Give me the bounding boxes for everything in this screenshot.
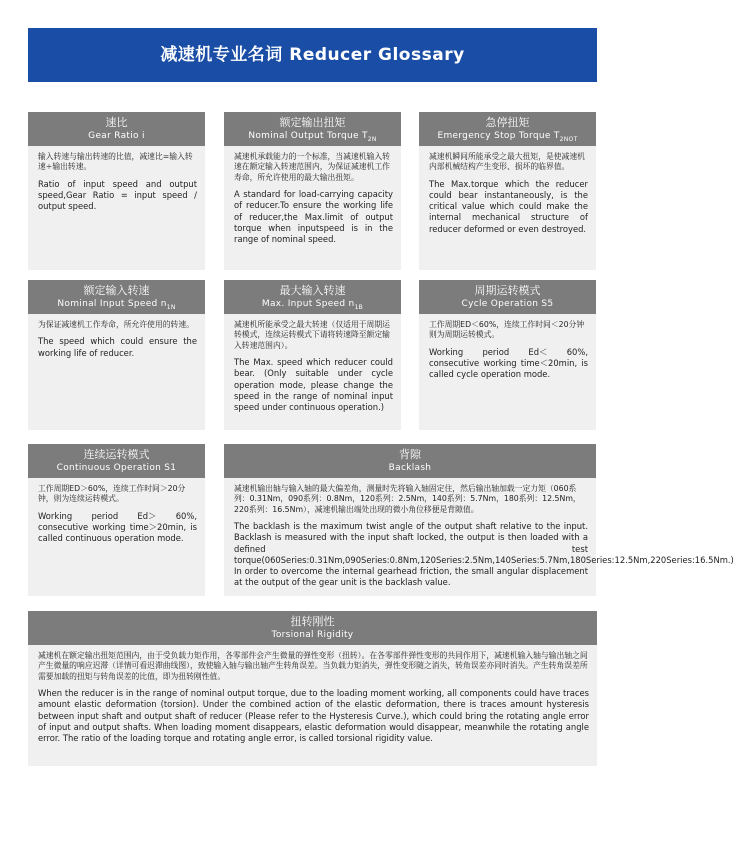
card-title-en: Gear Ratio i bbox=[88, 131, 145, 141]
page-title-banner bbox=[28, 28, 597, 82]
glossary-card-backlash bbox=[224, 444, 734, 596]
card-text-zh: 减速机瞬间所能承受之最大扭矩，是使减速机内部机械结构产生变形、损坏的临界值。 bbox=[429, 152, 585, 172]
card-text-zh: 工作周期ED＜60%，连续工作时间＜20分钟则为周期运转模式。 bbox=[429, 320, 585, 340]
glossary-card-emergency-stop-torque bbox=[419, 112, 596, 270]
card-header bbox=[224, 280, 401, 314]
card-header bbox=[419, 112, 596, 146]
glossary-card-cycle-operation bbox=[419, 280, 596, 430]
card-text-en: Working period Ed＞ 60%, consecutive working time＞20min, is called continuous operation mode. bbox=[38, 510, 197, 544]
card-header bbox=[419, 280, 596, 314]
page-title: 减速机专业名词 Reducer Glossary bbox=[160, 45, 465, 65]
card-text-zh: 工作周期ED＞60%，连续工作时间＞20分钟，则为连续运转模式。 bbox=[38, 484, 186, 504]
card-text-zh: 减速机所能承受之最大转速（仅适用于周期运转模式，连续运转模式下请将转速降至额定输入转速范围内）。 bbox=[234, 320, 390, 350]
card-title-zh: 背隙 bbox=[399, 448, 421, 461]
card-title-zh: 扭转刚性 bbox=[290, 615, 335, 628]
card-header bbox=[28, 444, 205, 478]
card-text-en: The backlash is the maximum twist angle of the output shaft relative to the input. Backlash is measured with the input shaft locked, the output is then loaded with a defined test torque(060Series:0.31Nm,090Series:0.8Nm,120Series:2.5Nm,140Series:5.7Nm,180Series:12.5Nm,220Series:16.5Nm.) In order to overcome the internal gearhead friction, the small angular displacement at the output of the gear unit is the backlash value. bbox=[234, 521, 734, 588]
glossary-card-max-input-speed bbox=[224, 280, 401, 430]
card-title-zh: 速比 bbox=[105, 116, 128, 129]
card-text-en: When the reducer is in the range of nominal output torque, due to the loading moment working, all components could have traces amount elastic deformation (torsion). Under the combined action of the elastic deformation, there is traces amount hysteresis between input shaft and output shaft of reducer (Please refer to the Hysteresis Curve.), which could bring the rotating angle error of input and output shafts. When loading moment disappears, elastic deformation would disappear, meanwhile the rotating angle error. The ratio of the loading torque and rotating angle error, is called torsional rigidity value. bbox=[38, 688, 589, 744]
card-text-en: The Max. speed which reducer could bear. (Only suitable under cycle operation mode, please change the speed in the range of nominal input speed under continuous operation.) bbox=[234, 357, 393, 413]
card-title-en: Emergency Stop Torque $T_{2NOT}$ bbox=[437, 131, 578, 143]
card-title-zh: 额定输入转速 bbox=[83, 284, 150, 297]
card-header bbox=[28, 112, 205, 146]
card-text-en: The Max.torque which the reducer could bear instantaneously, is the critical value which could make the internal mechanical structure of reducer deformed or even destroyed. bbox=[429, 178, 588, 234]
card-title-zh: 额定输出扭矩 bbox=[279, 116, 346, 129]
card-text-en: The speed which could ensure the working life of reducer. bbox=[38, 336, 197, 358]
card-title-zh: 急停扭矩 bbox=[485, 116, 530, 129]
card-title-en: Nominal Input Speed $n_{1N}$ bbox=[57, 299, 176, 311]
card-title-en: Max. Input Speed $n_{1B}$ bbox=[261, 299, 364, 311]
card-title-zh: 最大输入转速 bbox=[279, 284, 346, 297]
card-text-zh: 输入转速与输出转速的比值，减速比=输入转速÷输出转速。 bbox=[38, 152, 193, 172]
card-title-en: Cycle Operation S5 bbox=[461, 299, 554, 309]
card-header bbox=[28, 280, 205, 314]
card-title-en: Torsional Rigidity bbox=[271, 630, 354, 640]
glossary-card-continuous-operation bbox=[28, 444, 205, 596]
glossary-card-nominal-input-speed bbox=[28, 280, 205, 430]
card-title-en: Backlash bbox=[388, 463, 432, 473]
card-title-en: Continuous Operation S1 bbox=[56, 463, 177, 473]
glossary-card-nominal-output-torque bbox=[224, 112, 401, 270]
card-text-en: A standard for load-carrying capacity of reducer.To ensure the working life of reducer,the Max.limit of output torque when inputspeed is in the range of nominal speed. bbox=[234, 189, 393, 245]
card-text-zh: 减速机输出轴与输入轴的最大偏差角，测量时先将输入轴固定住，然后输出轴加载一定力矩（060系列：0.31Nm，090系列：0.8Nm，120系列：2.5Nm，140系列：5.7Nm，180系列：12.5Nm，220系列：16.5Nm），减速机输出端处出现的微小角位移便是背隙值。 bbox=[234, 484, 581, 514]
card-title-zh: 周期运转模式 bbox=[474, 284, 541, 297]
card-title-zh: 连续运转模式 bbox=[83, 448, 150, 461]
glossary-card-torsional-rigidity bbox=[28, 611, 597, 766]
card-header bbox=[224, 112, 401, 146]
card-header bbox=[224, 444, 596, 478]
card-text-en: Working period Ed＜ 60%, consecutive working time＜20min, is called cycle operation mode. bbox=[429, 346, 588, 380]
card-header bbox=[28, 611, 597, 645]
card-text-zh: 减速机在额定输出扭矩范围内，由于受负载力矩作用，各零部件会产生微量的弹性变形（扭转）。在各零部件弹性变形的共同作用下，减速机输入轴与输出轴之间产生微量的响应迟滞（详情可看迟滞曲线图），致使输入轴与输出轴产生转角误差。当负载力矩消失，弹性变形随之消失，转角误差亦同时消失。产生转角误差所需要加载的扭矩与转角误差的比值，即为扭转刚性值。 bbox=[38, 651, 588, 681]
glossary-card-gear-ratio bbox=[28, 112, 205, 270]
card-text-zh: 减速机承载能力的一个标准，当减速机输入转速在额定输入转速范围内，为保证减速机工作寿命，所允许使用的最大输出扭矩。 bbox=[234, 152, 390, 182]
card-text-en: Ratio of input speed and output speed,Gear Ratio = input speed / output speed. bbox=[38, 178, 197, 212]
card-text-zh: 为保证减速机工作寿命，所允许使用的转速。 bbox=[38, 320, 194, 329]
card-title-en: Nominal Output Torque $T_{2N}$ bbox=[248, 131, 377, 143]
